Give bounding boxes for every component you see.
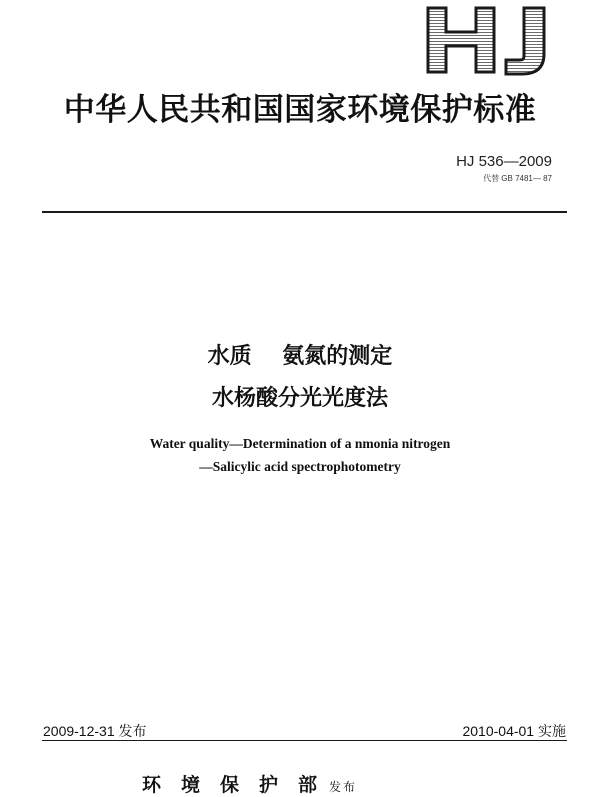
issue-date: 2009-12-31 发布 bbox=[43, 723, 147, 739]
replaces-standard: 代替 GB 7481— 87 bbox=[483, 174, 552, 183]
publisher-suffix: 发布 bbox=[329, 780, 358, 794]
chinese-title-line-2: 水杨酸分光光度法 bbox=[211, 386, 388, 411]
hj-logo bbox=[424, 2, 554, 78]
publisher-name: 环境保护部 bbox=[142, 774, 338, 796]
english-title-line-2: —Salicylic acid spectrophotometry bbox=[199, 459, 401, 474]
publisher-line bbox=[142, 770, 357, 797]
footer-divider bbox=[42, 740, 567, 741]
chinese-title-line-1: 水质 氨氮的测定 bbox=[207, 344, 393, 369]
header-divider bbox=[42, 211, 567, 213]
standard-number: HJ 536—2009 bbox=[456, 153, 552, 170]
english-title-line-1: Water quality—Determination of a nmonia nitrogen bbox=[149, 436, 451, 451]
issuing-authority-title: 中华人民共和国国家环境保护标准 bbox=[63, 92, 537, 128]
implementation-date: 2010-04-01 实施 bbox=[462, 723, 566, 739]
